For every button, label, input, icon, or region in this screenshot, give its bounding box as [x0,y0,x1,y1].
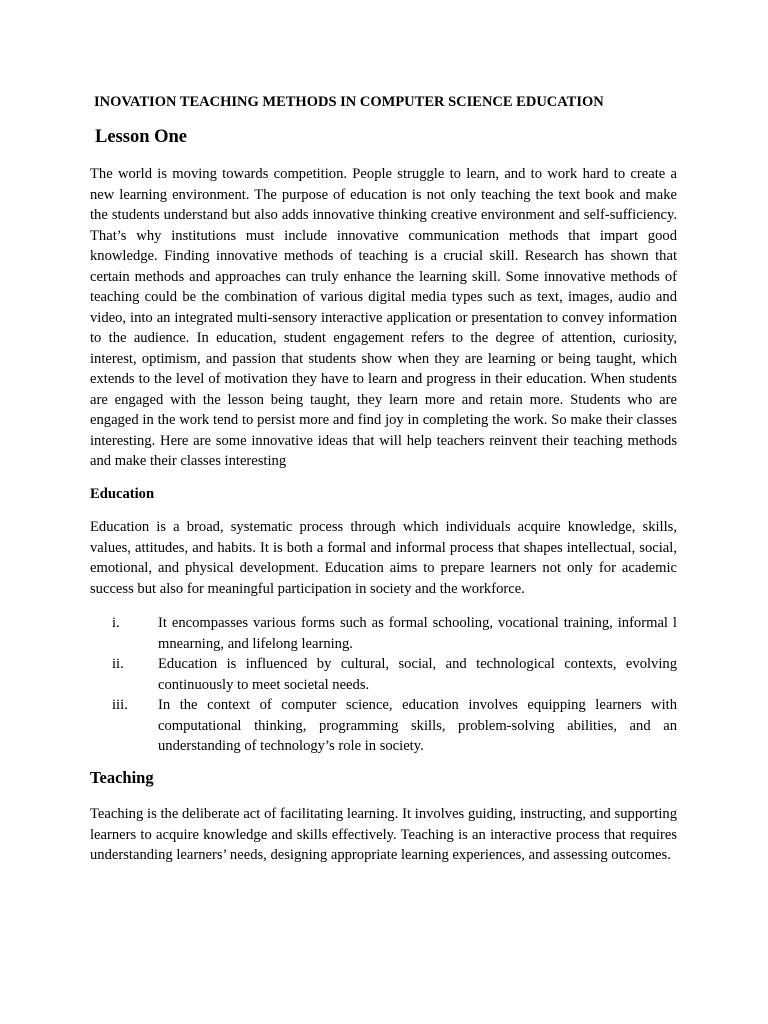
education-list [90,613,677,757]
lesson-title: Lesson One [95,127,188,147]
list-item [90,695,677,757]
list-marker: iii. [112,697,128,713]
list-item-text: In the context of computer science, education involves equipping learners with computational thinking, programming skills, problem-solving abilities, and an understanding of technology’s role in society. [158,697,677,754]
teaching-paragraph: Teaching is the deliberate act of facilitating learning. It involves guiding, instructing, and supporting learners to acquire knowledge and skills effectively. Teaching is an interactive process that requires understanding learners’ needs, designing appropriate learning experiences, and assessing outcomes. [90,806,677,863]
list-item [90,654,677,695]
list-item-text: It encompasses various forms such as formal schooling, vocational training, informal l mnearning, and lifelong learning. [158,615,677,652]
list-item [90,613,677,654]
list-item-text: Education is influenced by cultural, social, and technological contexts, evolving continuously to meet societal needs. [158,656,677,693]
list-marker: i. [112,615,120,631]
intro-paragraph: The world is moving towards competition. People struggle to learn, and to work hard to create a new learning environment. The purpose of education is not only teaching the text book and make the students understand but also adds innovative thinking creative environment and self-sufficiency. That’s why institutions must include innovative communication methods that impart good knowledge. Finding innovative methods of teaching is a crucial skill. Research has shown that certain methods and approaches can truly enhance the learning skill. Some innovative methods of teaching could be the combination of various digital media types such as text, images, audio and video, into an integrated multi-sensory interactive application or presentation to convey information to the audience. In education, student engagement refers to the degree of attention, curiosity, interest, optimism, and passion that students show when they are learning or being taught, which extends to the level of motivation they have to learn and progress in their education. When students are engaged with the lesson being taught, they learn more and retain more. Students who are engaged in the work tend to persist more and find joy in completing the work. So make their classes interesting. Here are some innovative ideas that will help teachers reinvent their teaching methods and make their classes interesting [90,166,677,469]
list-marker: ii. [112,656,124,672]
education-paragraph: Education is a broad, systematic process through which individuals acquire knowledge, skills, values, attitudes, and habits. It is both a formal and informal process that shapes intellectual, social, emotional, and physical development. Education aims to prepare learners not only for academic success but also for meaningful participation in society and the workforce. [90,519,677,597]
education-heading: Education [90,486,155,502]
document-title: INOVATION TEACHING METHODS IN COMPUTER SCIENCE EDUCATION [94,94,604,110]
teaching-heading: Teaching [90,768,154,787]
